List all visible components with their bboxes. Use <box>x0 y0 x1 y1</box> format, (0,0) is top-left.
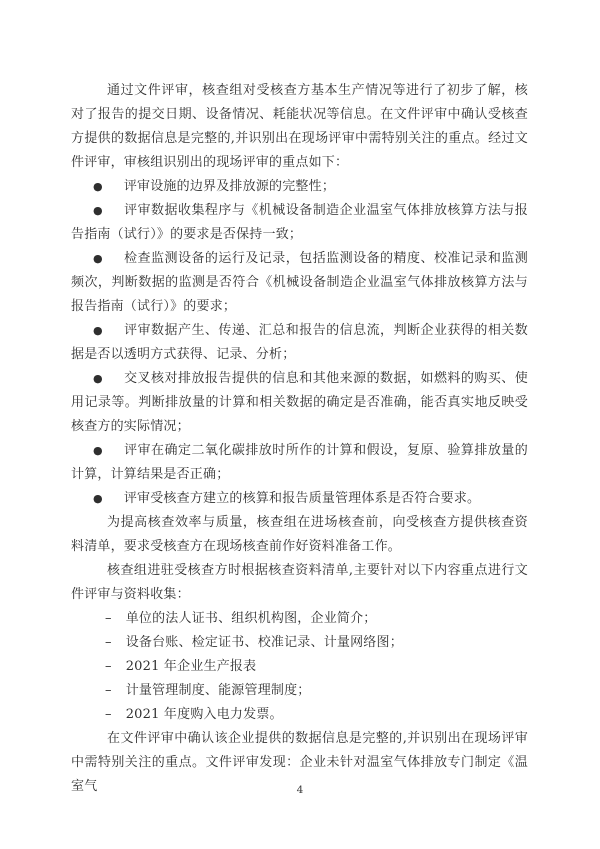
bullet-icon: ● <box>93 180 103 193</box>
dash-text: 设备台账、检定证书、校准记录、计量网络图； <box>125 635 403 650</box>
bullet-item <box>71 487 528 511</box>
bullet-icon: ● <box>93 492 103 505</box>
bullet-text: 评审受核查方建立的核算和报告质量管理体系是否符合要求。 <box>123 491 481 506</box>
dash-list-item <box>71 703 528 727</box>
dash-icon: – <box>105 635 112 650</box>
bullet-icon: ● <box>93 372 104 385</box>
dash-list-item <box>71 631 528 655</box>
dash-icon: – <box>105 611 112 626</box>
bullet-item <box>71 439 528 487</box>
bullet-text: 评审数据收集程序与《机械设备制造企业温室气体排放核算方法与报告指南（试行）》的要求是否保持一致； <box>71 203 528 242</box>
dash-text: 单位的法人证书、组织机构图，企业简介； <box>125 611 377 626</box>
dash-icon: – <box>105 683 112 698</box>
page-body <box>71 79 528 799</box>
bullet-item <box>71 247 528 319</box>
bullet-item <box>71 199 528 247</box>
bullet-text: 交叉核对排放报告提供的信息和其他来源的数据，如燃料的购买、使用记录等。判断排放量的计算和相关数据的确定是否准确，能否真实地反映受核查方的实际情况； <box>71 371 528 434</box>
dash-text: 计量管理制度、能源管理制度； <box>125 683 311 698</box>
bullet-text: 检查监测设备的运行及记录，包括监测设备的精度、校准记录和监测频次，判断数据的监测是否符合《机械设备制造企业温室气体排放核算方法与报告指南（试行）》的要求； <box>71 251 528 314</box>
dash-list-item <box>71 607 528 631</box>
bullet-icon: ● <box>93 204 104 217</box>
dash-icon: – <box>105 707 112 722</box>
dash-list-item <box>71 655 528 679</box>
bullet-item <box>71 367 528 439</box>
dash-text: 2021 年企业生产报表 <box>125 659 257 674</box>
page-number: 4 <box>296 784 304 796</box>
paragraph-checklist-notice: 为提高核查效率与质量，核查组在进场核查前，向受核查方提供核查资料清单，要求受核查方在现场核查前作好资料准备工作。 <box>71 515 528 554</box>
bullet-icon: ● <box>93 324 104 337</box>
bullet-item <box>71 319 528 367</box>
bullet-icon: ● <box>93 444 104 457</box>
paragraph-conclusion: 在文件评审中确认该企业提供的数据信息是完整的,并识别出在现场评审中需特别关注的重点。文件评审发现：企业未针对温室气体排放专门制定《温室气 <box>71 731 528 794</box>
dash-text: 2021 年度购入电力发票。 <box>125 707 283 722</box>
bullet-text: 评审设施的边界及排放源的完整性； <box>123 179 336 194</box>
dash-list-item <box>71 679 528 703</box>
bullet-text: 评审数据产生、传递、汇总和报告的信息流，判断企业获得的相关数据是否以透明方式获得、记录、分析； <box>71 323 528 362</box>
bullet-icon: ● <box>93 252 104 265</box>
bullet-item <box>71 175 528 199</box>
dash-icon: – <box>105 659 112 674</box>
paragraph-entry-review: 核查组进驻受核查方时根据核查资料清单,主要针对以下内容重点进行文件评审与资料收集： <box>71 563 528 602</box>
paragraph-intro: 通过文件评审，核查组对受核查方基本生产情况等进行了初步了解，核对了报告的提交日期、设备情况、耗能状况等信息。在文件评审中确认受核查方提供的数据信息是完整的,并识别出在现场评审中需特别关注的重点。经过文件评审，审核组识别出的现场评审的重点如下： <box>71 83 528 170</box>
bullet-text: 评审在确定二氧化碳排放时所作的计算和假设，复原、验算排放量的计算，计算结果是否正确； <box>71 443 528 482</box>
